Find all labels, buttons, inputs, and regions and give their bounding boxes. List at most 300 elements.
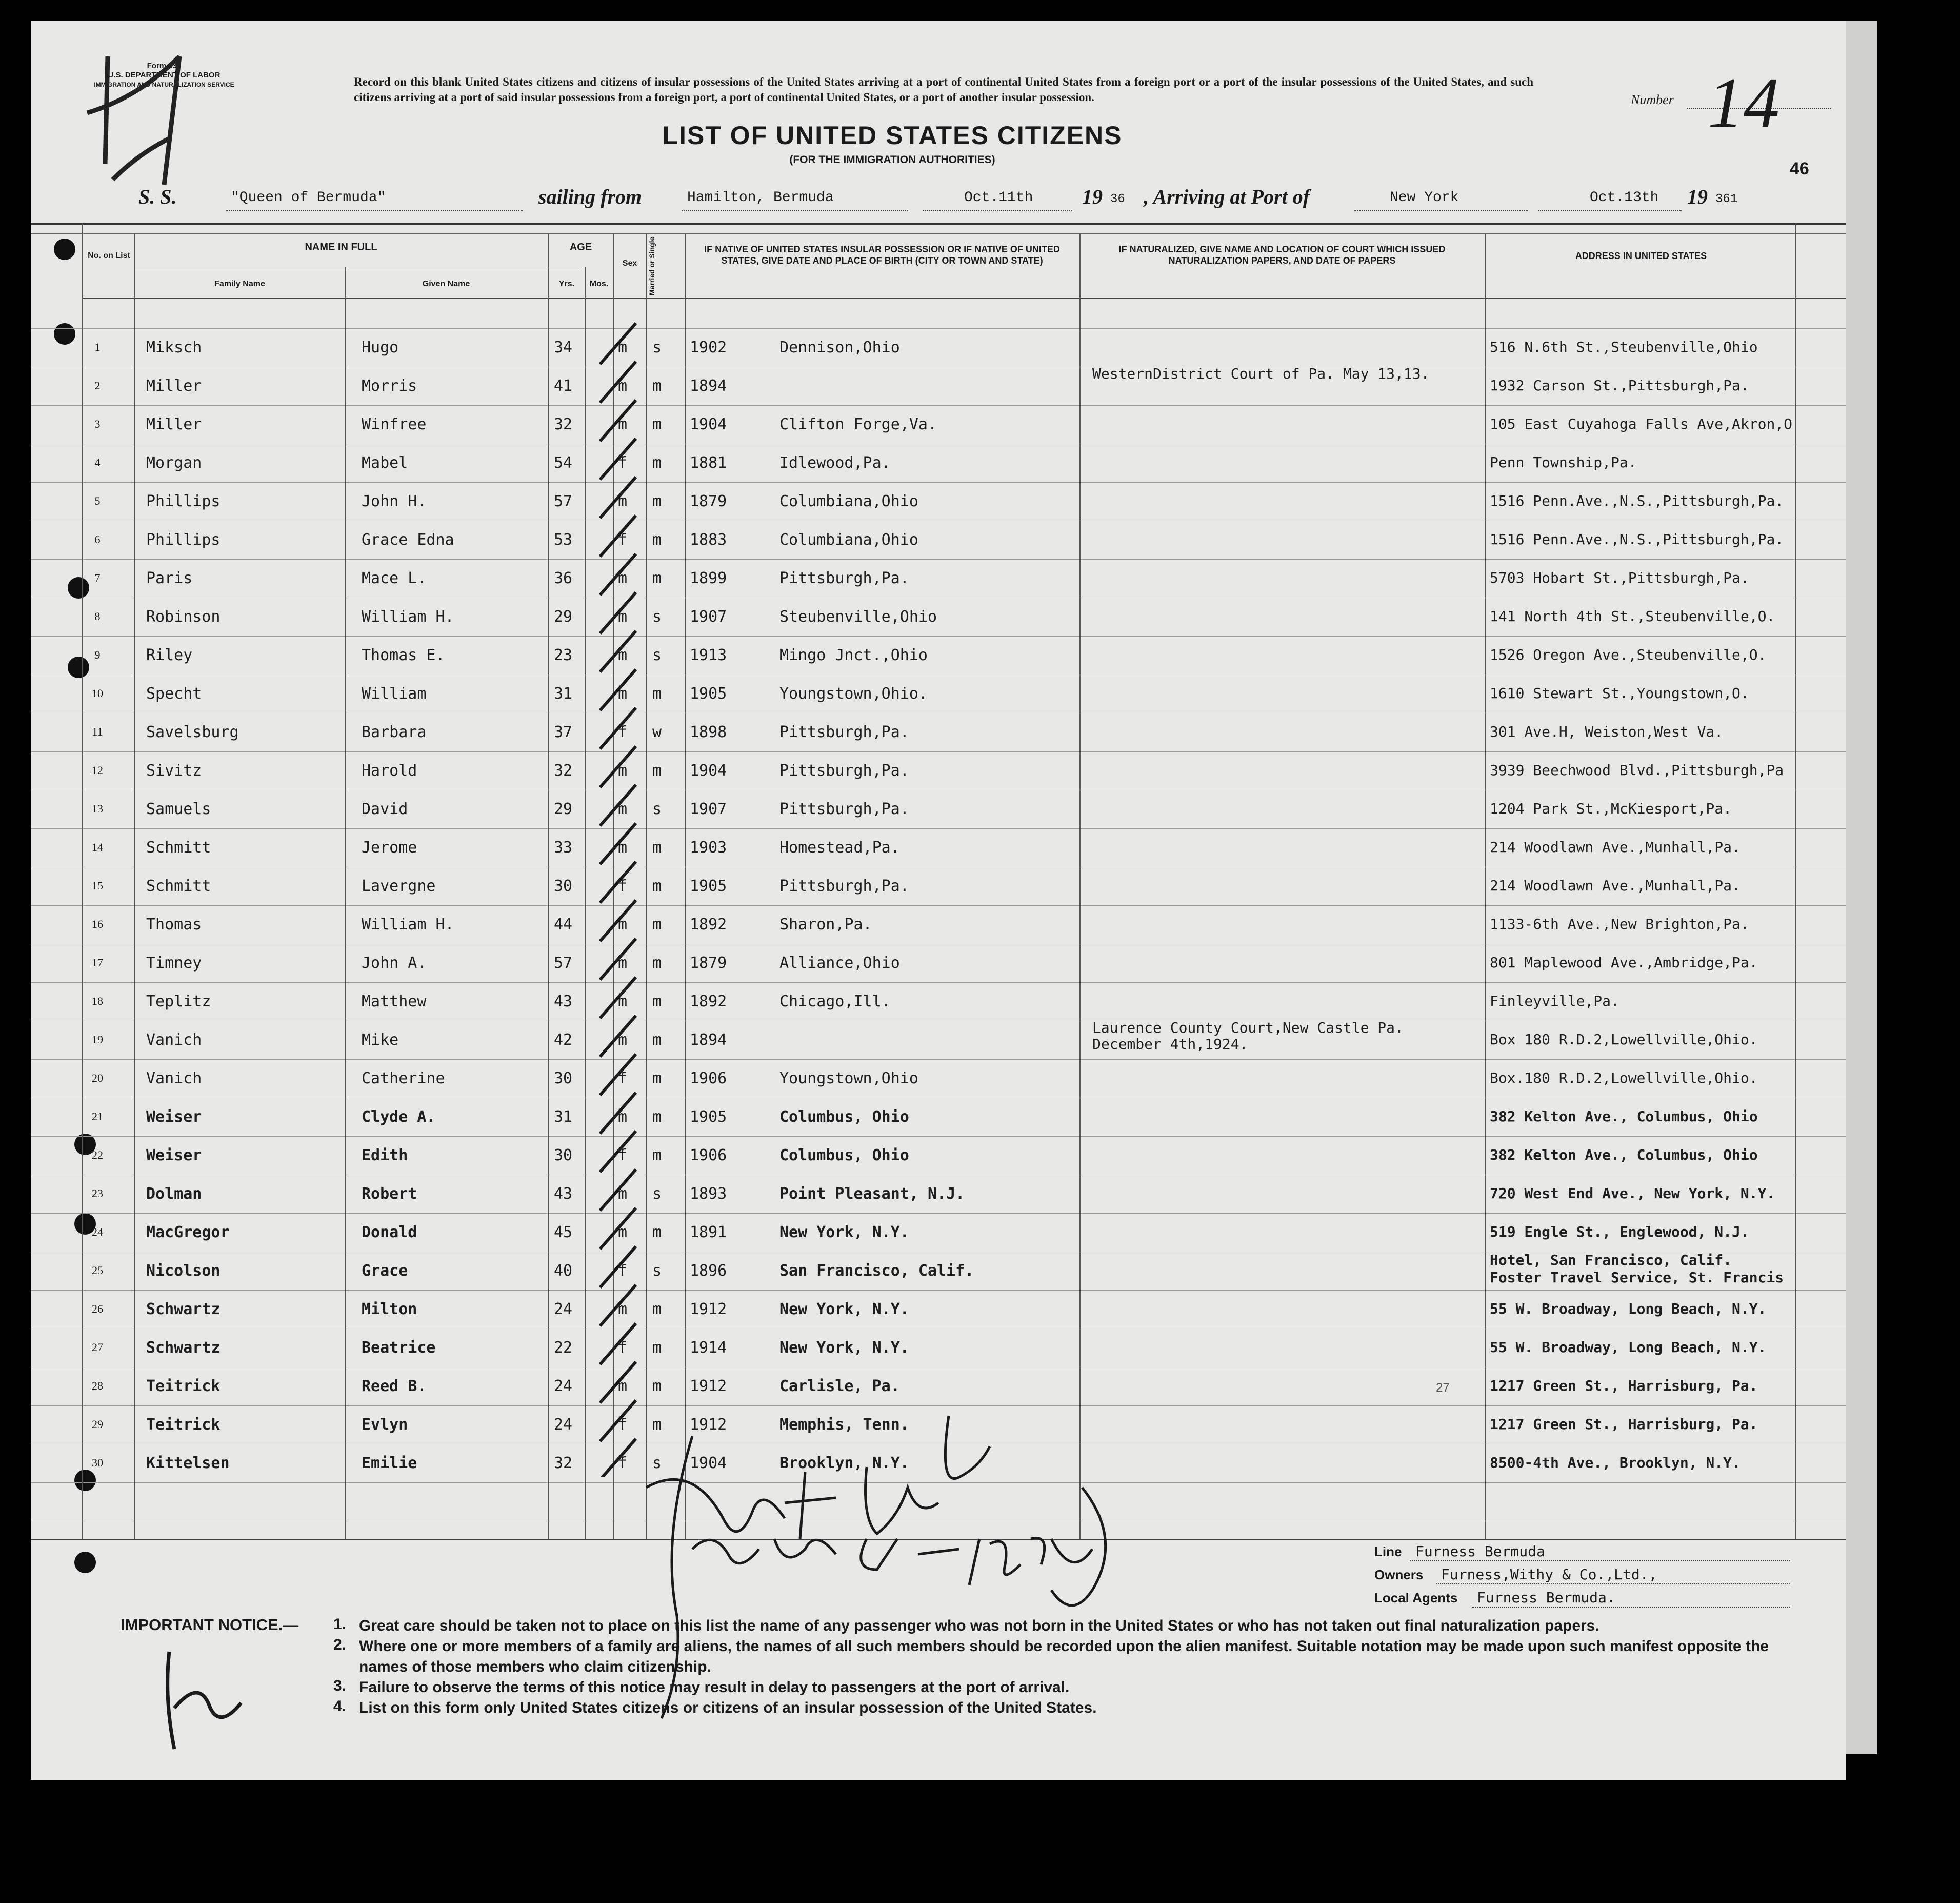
birth-year: 1904 xyxy=(690,415,727,433)
marital-status: m xyxy=(652,454,662,472)
family-name: Sivitz xyxy=(146,762,202,780)
birth-year: 1892 xyxy=(690,993,727,1010)
row-number: 5 xyxy=(94,494,101,507)
age-years: 29 xyxy=(554,608,573,626)
given-name: Lavergne xyxy=(362,877,436,895)
given-name: Mace L. xyxy=(362,569,427,587)
column-rule xyxy=(345,267,346,1539)
sex: m xyxy=(618,839,628,857)
birth-year: 1879 xyxy=(690,954,727,972)
marital-status: m xyxy=(652,1069,662,1087)
check-mark xyxy=(600,439,636,480)
sex: f xyxy=(618,1262,628,1280)
marital-status: s xyxy=(652,800,662,818)
sex: m xyxy=(618,762,628,780)
given-name: Harold xyxy=(362,762,417,780)
marital-status: s xyxy=(652,1262,662,1280)
us-address: 1516 Penn.Ave.,N.S.,Pittsburgh,Pa. xyxy=(1490,531,1784,548)
birth-place: New York, N.Y. xyxy=(779,1223,909,1241)
owners-label: Owners xyxy=(1374,1567,1424,1582)
punch-hole xyxy=(74,1552,96,1573)
us-address: 301 Ave.H, Weiston,West Va. xyxy=(1490,723,1724,740)
sailing-label: sailing from xyxy=(538,185,642,208)
birth-place: Pittsburgh,Pa. xyxy=(779,723,909,741)
check-mark xyxy=(600,1131,636,1172)
check-mark xyxy=(600,1323,636,1364)
row-number: 3 xyxy=(94,418,101,430)
birth-place: Youngstown,Ohio xyxy=(779,1069,918,1087)
sex: m xyxy=(618,800,628,818)
birth-year: 1883 xyxy=(690,531,727,549)
birth-place: San Francisco, Calif. xyxy=(779,1262,974,1280)
sex: f xyxy=(618,1339,628,1357)
age-years: 31 xyxy=(554,685,573,703)
page-mark: 46 xyxy=(1790,159,1809,179)
us-address: 519 Engle St., Englewood, N.J. xyxy=(1490,1223,1749,1240)
notice-text: Where one or more members of a family are aliens, the names of all such members should be recorded upon the alien manifest. Suitable notation may be made upon such manifest opposite the names of those members who claim citizenship. xyxy=(359,1638,1769,1675)
us-address: 1133-6th Ave.,New Brighton,Pa. xyxy=(1490,916,1749,933)
notice-number: 4. xyxy=(333,1698,347,1715)
fill-line xyxy=(1436,1583,1790,1584)
given-name: David xyxy=(362,800,408,818)
birth-place: Columbiana,Ohio xyxy=(779,531,918,549)
header-sex: Sex xyxy=(622,259,637,268)
row-number: 2 xyxy=(94,379,101,392)
header-naturalized: IF NATURALIZED, GIVE NAME AND LOCATION OF COURT WHICH ISSUED NATURALIZATION PAPERS, AND DATE OF PAPERS xyxy=(1118,244,1446,266)
table-top-rule xyxy=(31,233,1846,234)
age-years: 24 xyxy=(554,1300,573,1318)
sex: f xyxy=(618,1454,628,1472)
family-name: Weiser xyxy=(146,1146,202,1164)
check-mark xyxy=(600,1093,636,1134)
marital-status: m xyxy=(652,492,662,510)
row-rule xyxy=(31,328,1846,329)
punch-hole xyxy=(54,323,75,345)
given-name: William H. xyxy=(362,916,454,934)
sex: m xyxy=(618,1223,628,1241)
notice-number: 1. xyxy=(333,1616,347,1633)
age-years: 57 xyxy=(554,954,573,972)
given-name: Reed B. xyxy=(362,1377,427,1395)
given-name: Hugo xyxy=(362,339,399,356)
check-mark xyxy=(600,592,636,633)
family-name: Teitrick xyxy=(146,1416,221,1434)
given-name: Morris xyxy=(362,377,417,395)
check-mark xyxy=(600,323,636,364)
marital-status: m xyxy=(652,1031,662,1049)
notice-text: Great care should be taken not to place on this list the name of any passenger who was not born in the United States or who has not taken out final naturalization papers. xyxy=(359,1617,1599,1634)
handwritten-14-mark xyxy=(77,36,210,190)
us-address: Box.180 R.D.2,Lowellville,Ohio. xyxy=(1490,1069,1758,1086)
header-given-name: Given Name xyxy=(422,280,470,288)
column-rule xyxy=(1485,233,1486,1539)
us-address: 720 West End Ave., New York, N.Y. xyxy=(1490,1185,1775,1202)
family-name: Vanich xyxy=(146,1031,202,1049)
birth-place: Alliance,Ohio xyxy=(779,954,900,972)
us-address: 214 Woodlawn Ave.,Munhall,Pa. xyxy=(1490,877,1741,894)
us-address: 1204 Park St.,McKiesport,Pa. xyxy=(1490,800,1732,817)
row-number: 27 xyxy=(92,1341,103,1354)
header-marital: Married or Single xyxy=(648,236,656,296)
tick-marks xyxy=(579,318,672,1477)
header-name: NAME IN FULL xyxy=(305,242,377,253)
birth-year: 1904 xyxy=(690,762,727,780)
row-number: 28 xyxy=(92,1379,103,1392)
marital-status: m xyxy=(652,1223,662,1241)
marital-status: m xyxy=(652,531,662,549)
birth-place: Clifton Forge,Va. xyxy=(779,415,937,433)
us-address: 8500-4th Ave., Brooklyn, N.Y. xyxy=(1490,1454,1741,1471)
fill-line xyxy=(226,210,523,211)
row-rule xyxy=(31,751,1846,752)
age-years: 33 xyxy=(554,839,573,857)
arrival-date: Oct.13th xyxy=(1590,190,1659,206)
sex: m xyxy=(618,916,628,934)
birth-year: 1899 xyxy=(690,569,727,587)
family-name: MacGregor xyxy=(146,1223,230,1241)
notice-text: Failure to observe the terms of this notice may result in delay to passengers at the port of arrival. xyxy=(359,1679,1070,1696)
row-rule xyxy=(31,482,1846,483)
check-mark xyxy=(600,362,636,403)
given-name: Grace xyxy=(362,1262,408,1280)
row-number: 21 xyxy=(92,1110,103,1123)
header-mos: Mos. xyxy=(589,280,609,288)
sex: f xyxy=(618,1146,628,1164)
family-name: Samuels xyxy=(146,800,211,818)
sex: m xyxy=(618,569,628,587)
us-address: 1516 Penn.Ave.,N.S.,Pittsburgh,Pa. xyxy=(1490,492,1784,509)
age-years: 53 xyxy=(554,531,573,549)
check-mark xyxy=(600,862,636,903)
marital-status: s xyxy=(652,646,662,664)
birth-year: 1913 xyxy=(690,646,727,664)
family-name: Timney xyxy=(146,954,202,972)
row-rule xyxy=(31,905,1846,906)
us-address: 516 N.6th St.,Steubenville,Ohio xyxy=(1490,339,1758,355)
punch-hole xyxy=(54,239,75,260)
row-number: 4 xyxy=(94,456,101,469)
row-number: 8 xyxy=(94,610,101,623)
row-number: 16 xyxy=(92,918,103,930)
header-no: No. on List xyxy=(88,251,130,260)
row-number: 11 xyxy=(92,725,103,738)
handwritten-mark xyxy=(149,1647,251,1754)
birth-place: Pittsburgh,Pa. xyxy=(779,800,909,818)
age-years: 30 xyxy=(554,877,573,895)
sailing-date: Oct.11th xyxy=(964,190,1033,206)
given-name: Milton xyxy=(362,1300,417,1318)
age-years: 30 xyxy=(554,1146,573,1164)
birth-place: Dennison,Ohio xyxy=(779,339,900,356)
row-rule xyxy=(31,828,1846,829)
family-name: Specht xyxy=(146,685,202,703)
row-number: 6 xyxy=(94,533,101,546)
check-mark xyxy=(600,1208,636,1249)
marital-status: m xyxy=(652,1416,662,1434)
row-number: 7 xyxy=(94,571,101,584)
row-number: 14 xyxy=(92,841,103,854)
row-rule xyxy=(31,636,1846,637)
fill-line xyxy=(1538,210,1682,211)
birth-place: Columbus, Ohio xyxy=(779,1146,909,1164)
form-intro: Record on this blank United States citizens and citizens of insular possessions of the United States arriving at a port of continental United States from a foreign port or a port of the insular possessions of the United States, and such citizens arriving at a port of said insular possessions from a foreign port, a port of continental United States, or a port of another insular possession. xyxy=(354,75,1533,104)
header-birth: IF NATIVE OF UNITED STATES INSULAR POSSESSION OR IF NATIVE OF UNITED STATES, GIVE DATE AND PLACE OF BIRTH (CITY OR TOWN AND STATE) xyxy=(704,244,1060,266)
us-address: 1217 Green St., Harrisburg, Pa. xyxy=(1490,1377,1758,1394)
family-name: Phillips xyxy=(146,531,221,549)
sex: f xyxy=(618,1069,628,1087)
birth-place: New York, N.Y. xyxy=(779,1300,909,1318)
us-address: Box 180 R.D.2,Lowellville,Ohio. xyxy=(1490,1031,1758,1048)
row-number: 22 xyxy=(92,1148,103,1161)
check-mark xyxy=(600,1285,636,1326)
row-number: 19 xyxy=(92,1033,103,1046)
row-number: 26 xyxy=(92,1302,103,1315)
birth-place: Idlewood,Pa. xyxy=(779,454,891,472)
us-address: 105 East Cuyahoga Falls Ave,Akron,O xyxy=(1490,415,1793,432)
birth-year: 1896 xyxy=(690,1262,727,1280)
given-name: Winfree xyxy=(362,415,427,433)
age-years: 43 xyxy=(554,993,573,1010)
check-mark xyxy=(600,977,636,1018)
marital-status: m xyxy=(652,877,662,895)
given-name: Evlyn xyxy=(362,1416,408,1434)
family-name: Miksch xyxy=(146,339,202,356)
birth-year: 1903 xyxy=(690,839,727,857)
age-years: 45 xyxy=(554,1223,573,1241)
ss-label: S. S. xyxy=(138,185,177,208)
age-years: 57 xyxy=(554,492,573,510)
family-name: Miller xyxy=(146,415,202,433)
marital-status: w xyxy=(652,723,662,741)
given-name: Matthew xyxy=(362,993,427,1010)
given-name: Beatrice xyxy=(362,1339,436,1357)
check-mark xyxy=(600,939,636,980)
check-mark xyxy=(600,554,636,595)
sex: m xyxy=(618,1377,628,1395)
sailing-from: Hamilton, Bermuda xyxy=(687,190,834,206)
sex: m xyxy=(618,339,628,356)
line-label: Line xyxy=(1374,1544,1402,1559)
age-years: 32 xyxy=(554,415,573,433)
age-years: 54 xyxy=(554,454,573,472)
fill-line xyxy=(1472,1607,1790,1608)
list-number: 14 xyxy=(1708,63,1779,143)
birth-year: 1894 xyxy=(690,377,727,395)
us-address: Hotel, San Francisco, Calif. xyxy=(1490,1252,1732,1268)
age-years: 29 xyxy=(554,800,573,818)
family-name: Nicolson xyxy=(146,1262,221,1280)
check-mark xyxy=(600,516,636,557)
age-years: 23 xyxy=(554,646,573,664)
birth-year: 1894 xyxy=(690,1031,727,1049)
check-mark xyxy=(600,708,636,749)
ship-name: "Queen of Bermuda" xyxy=(231,190,386,206)
check-mark xyxy=(600,1016,636,1057)
sex: m xyxy=(618,1031,628,1049)
owners-value: Furness,Withy & Co.,Ltd., xyxy=(1441,1566,1657,1583)
fill-line xyxy=(1410,1560,1790,1561)
row-number: 24 xyxy=(92,1225,103,1238)
given-name: Thomas E. xyxy=(362,646,445,664)
header-yrs: Yrs. xyxy=(558,280,575,288)
marital-status: m xyxy=(652,569,662,587)
row-number: 23 xyxy=(92,1187,103,1200)
us-address: 55 W. Broadway, Long Beach, N.Y. xyxy=(1490,1300,1767,1317)
us-address: Penn Township,Pa. xyxy=(1490,454,1637,471)
birth-place: Homestead,Pa. xyxy=(779,839,900,857)
check-mark xyxy=(600,1246,636,1287)
page-subtitle: (FOR THE IMMIGRATION AUTHORITIES) xyxy=(789,154,995,166)
birth-year: 1912 xyxy=(690,1377,727,1395)
check-mark xyxy=(600,1169,636,1211)
notice-number: 3. xyxy=(333,1677,347,1694)
birth-year: 1905 xyxy=(690,877,727,895)
us-address: 1217 Green St., Harrisburg, Pa. xyxy=(1490,1416,1758,1433)
marital-status: m xyxy=(652,1300,662,1318)
birth-place: New York, N.Y. xyxy=(779,1339,909,1357)
agents-value: Furness Bermuda. xyxy=(1477,1589,1615,1606)
birth-place: Carlisle, Pa. xyxy=(779,1377,900,1395)
row-number: 17 xyxy=(92,956,103,969)
department-name: U.S. DEPARTMENT OF LABOR xyxy=(108,71,221,80)
check-mark xyxy=(600,669,636,710)
marital-status: m xyxy=(652,993,662,1010)
birth-year: 1914 xyxy=(690,1339,727,1357)
birth-place: Youngstown,Ohio. xyxy=(779,685,928,703)
punch-hole xyxy=(74,1470,96,1491)
marital-status: s xyxy=(652,608,662,626)
us-address: 141 North 4th St.,Steubenville,O. xyxy=(1490,608,1775,625)
marital-status: m xyxy=(652,839,662,857)
sex: m xyxy=(618,993,628,1010)
notice-text: List on this form only United States citizens or citizens of an insular possession of the United States. xyxy=(359,1699,1097,1716)
marital-status: m xyxy=(652,916,662,934)
family-name: Riley xyxy=(146,646,193,664)
given-name: William xyxy=(362,685,427,703)
birth-year: 1904 xyxy=(690,1454,727,1472)
sex: f xyxy=(618,723,628,741)
agents-label: Local Agents xyxy=(1374,1590,1458,1605)
age-years: 37 xyxy=(554,723,573,741)
family-name: Teplitz xyxy=(146,993,211,1010)
marital-status: s xyxy=(652,339,662,356)
service-name: IMMIGRATION AND NATURALIZATION SERVICE xyxy=(94,81,234,88)
age-years: 43 xyxy=(554,1185,573,1203)
marital-status: m xyxy=(652,685,662,703)
birth-year: 1879 xyxy=(690,492,727,510)
check-mark xyxy=(600,631,636,672)
row-number: 18 xyxy=(92,995,103,1007)
family-name: Thomas xyxy=(146,916,202,934)
given-name: Edith xyxy=(362,1146,408,1164)
year-prefix-2: 19 xyxy=(1687,185,1708,208)
sex: m xyxy=(618,685,628,703)
naturalization-court: Laurence County Court,New Castle Pa. December 4th,1924. xyxy=(1092,1019,1404,1053)
family-name: Schmitt xyxy=(146,839,211,857)
row-number: 9 xyxy=(94,648,101,661)
age-years: 30 xyxy=(554,1069,573,1087)
birth-place: Sharon,Pa. xyxy=(779,916,872,934)
given-name: Mabel xyxy=(362,454,408,472)
sex: f xyxy=(618,454,628,472)
family-name: Schwartz xyxy=(146,1300,221,1318)
row-number: 15 xyxy=(92,879,103,892)
birth-place: Columbus, Ohio xyxy=(779,1108,909,1126)
column-rule xyxy=(1795,223,1796,1539)
birth-year: 1912 xyxy=(690,1416,727,1434)
fill-line xyxy=(923,210,1072,211)
family-name: Dolman xyxy=(146,1185,202,1203)
us-address: 382 Kelton Ave., Columbus, Ohio xyxy=(1490,1108,1758,1125)
number-label: Number xyxy=(1631,92,1674,107)
given-name: Jerome xyxy=(362,839,417,857)
age-years: 32 xyxy=(554,1454,573,1472)
marital-status: m xyxy=(652,1146,662,1164)
birth-year: 1906 xyxy=(690,1146,727,1164)
birth-place: Pittsburgh,Pa. xyxy=(779,877,909,895)
page-title: LIST OF UNITED STATES CITIZENS xyxy=(662,121,1123,150)
us-address: 382 Kelton Ave., Columbus, Ohio xyxy=(1490,1146,1758,1163)
given-name: William H. xyxy=(362,608,454,626)
given-name: Donald xyxy=(362,1223,417,1241)
header-address: ADDRESS IN UNITED STATES xyxy=(1575,251,1707,261)
birth-place: Chicago,Ill. xyxy=(779,993,891,1010)
column-rule xyxy=(685,233,686,1539)
us-address: 1610 Stewart St.,Youngstown,O. xyxy=(1490,685,1749,702)
birth-year: 1912 xyxy=(690,1300,727,1318)
birth-year: 1907 xyxy=(690,800,727,818)
family-name: Savelsburg xyxy=(146,723,239,741)
birth-year: 1893 xyxy=(690,1185,727,1203)
birth-place: Mingo Jnct.,Ohio xyxy=(779,646,928,664)
given-name: John H. xyxy=(362,492,427,510)
us-address-line-2: Foster Travel Service, St. Francis xyxy=(1490,1269,1784,1286)
given-name: Grace Edna xyxy=(362,531,454,549)
marital-status: s xyxy=(652,1454,662,1472)
marital-status: m xyxy=(652,1339,662,1357)
sex: m xyxy=(618,492,628,510)
us-address: Finleyville,Pa. xyxy=(1490,993,1619,1009)
given-name: Clyde A. xyxy=(362,1108,436,1126)
sex: m xyxy=(618,646,628,664)
birth-year: 1892 xyxy=(690,916,727,934)
us-address: 3939 Beechwood Blvd.,Pittsburgh,Pa xyxy=(1490,762,1784,779)
check-mark xyxy=(600,900,636,941)
family-name: Morgan xyxy=(146,454,202,472)
given-name: Mike xyxy=(362,1031,399,1049)
age-years: 41 xyxy=(554,377,573,395)
arrival-port: New York xyxy=(1390,190,1459,206)
marital-status: m xyxy=(652,954,662,972)
fill-line xyxy=(1354,210,1528,211)
row-rule xyxy=(31,1136,1846,1137)
us-address: 214 Woodlawn Ave.,Munhall,Pa. xyxy=(1490,839,1741,856)
row-rule xyxy=(31,1059,1846,1060)
birth-year: 1881 xyxy=(690,454,727,472)
row-rule xyxy=(31,559,1846,560)
check-mark xyxy=(600,400,636,441)
check-mark xyxy=(600,477,636,518)
us-address: 55 W. Broadway, Long Beach, N.Y. xyxy=(1490,1339,1767,1356)
row-number: 25 xyxy=(92,1264,103,1277)
check-mark xyxy=(600,823,636,864)
sheet-edge xyxy=(1846,21,1877,1754)
table-top-rule xyxy=(31,223,1846,225)
marital-status: m xyxy=(652,415,662,433)
sex: m xyxy=(618,377,628,395)
row-number: 29 xyxy=(92,1418,103,1431)
column-rule xyxy=(548,233,549,1539)
